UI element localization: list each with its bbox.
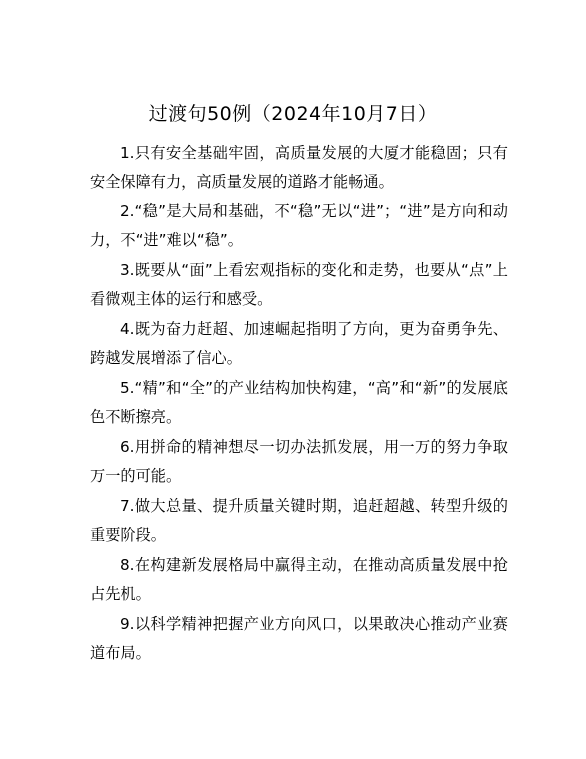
paragraph-7: 7.做大总量、提升质量关键时期，追赶超越、转型升级的重要阶段。 [90,497,508,544]
paragraph-5: 5.“精”和“全”的产业结构加快构建，“高”和“新”的发展底色不断擦亮。 [90,379,508,426]
paragraph-1: 1.只有安全基础牢固，高质量发展的大厦才能稳固；只有安全保障有力，高质量发展的道路才能畅通。 [90,144,508,191]
paragraph-8: 8.在构建新发展格局中赢得主动，在推动高质量发展中抢占先机。 [90,556,508,603]
paragraph-4: 4.既为奋力赶超、加速崛起指明了方向，更为奋勇争先、跨越发展增添了信心。 [90,320,508,367]
paragraph-9: 9.以科学精神把握产业方向风口，以果敢决心推动产业赛道布局。 [90,615,508,662]
document-title: 过渡句50例（2024年10月7日） [148,103,438,125]
paragraph-6: 6.用拼命的精神想尽一切办法抓发展，用一万的努力争取万一的可能。 [90,438,508,485]
paragraph-2: 2.“稳”是大局和基础，不“稳”无以“进”；“进”是方向和动力，不“进”难以“稳”。 [90,202,508,249]
paragraph-3: 3.既要从“面”上看宏观指标的变化和走势，也要从“点”上看微观主体的运行和感受。 [90,261,508,308]
